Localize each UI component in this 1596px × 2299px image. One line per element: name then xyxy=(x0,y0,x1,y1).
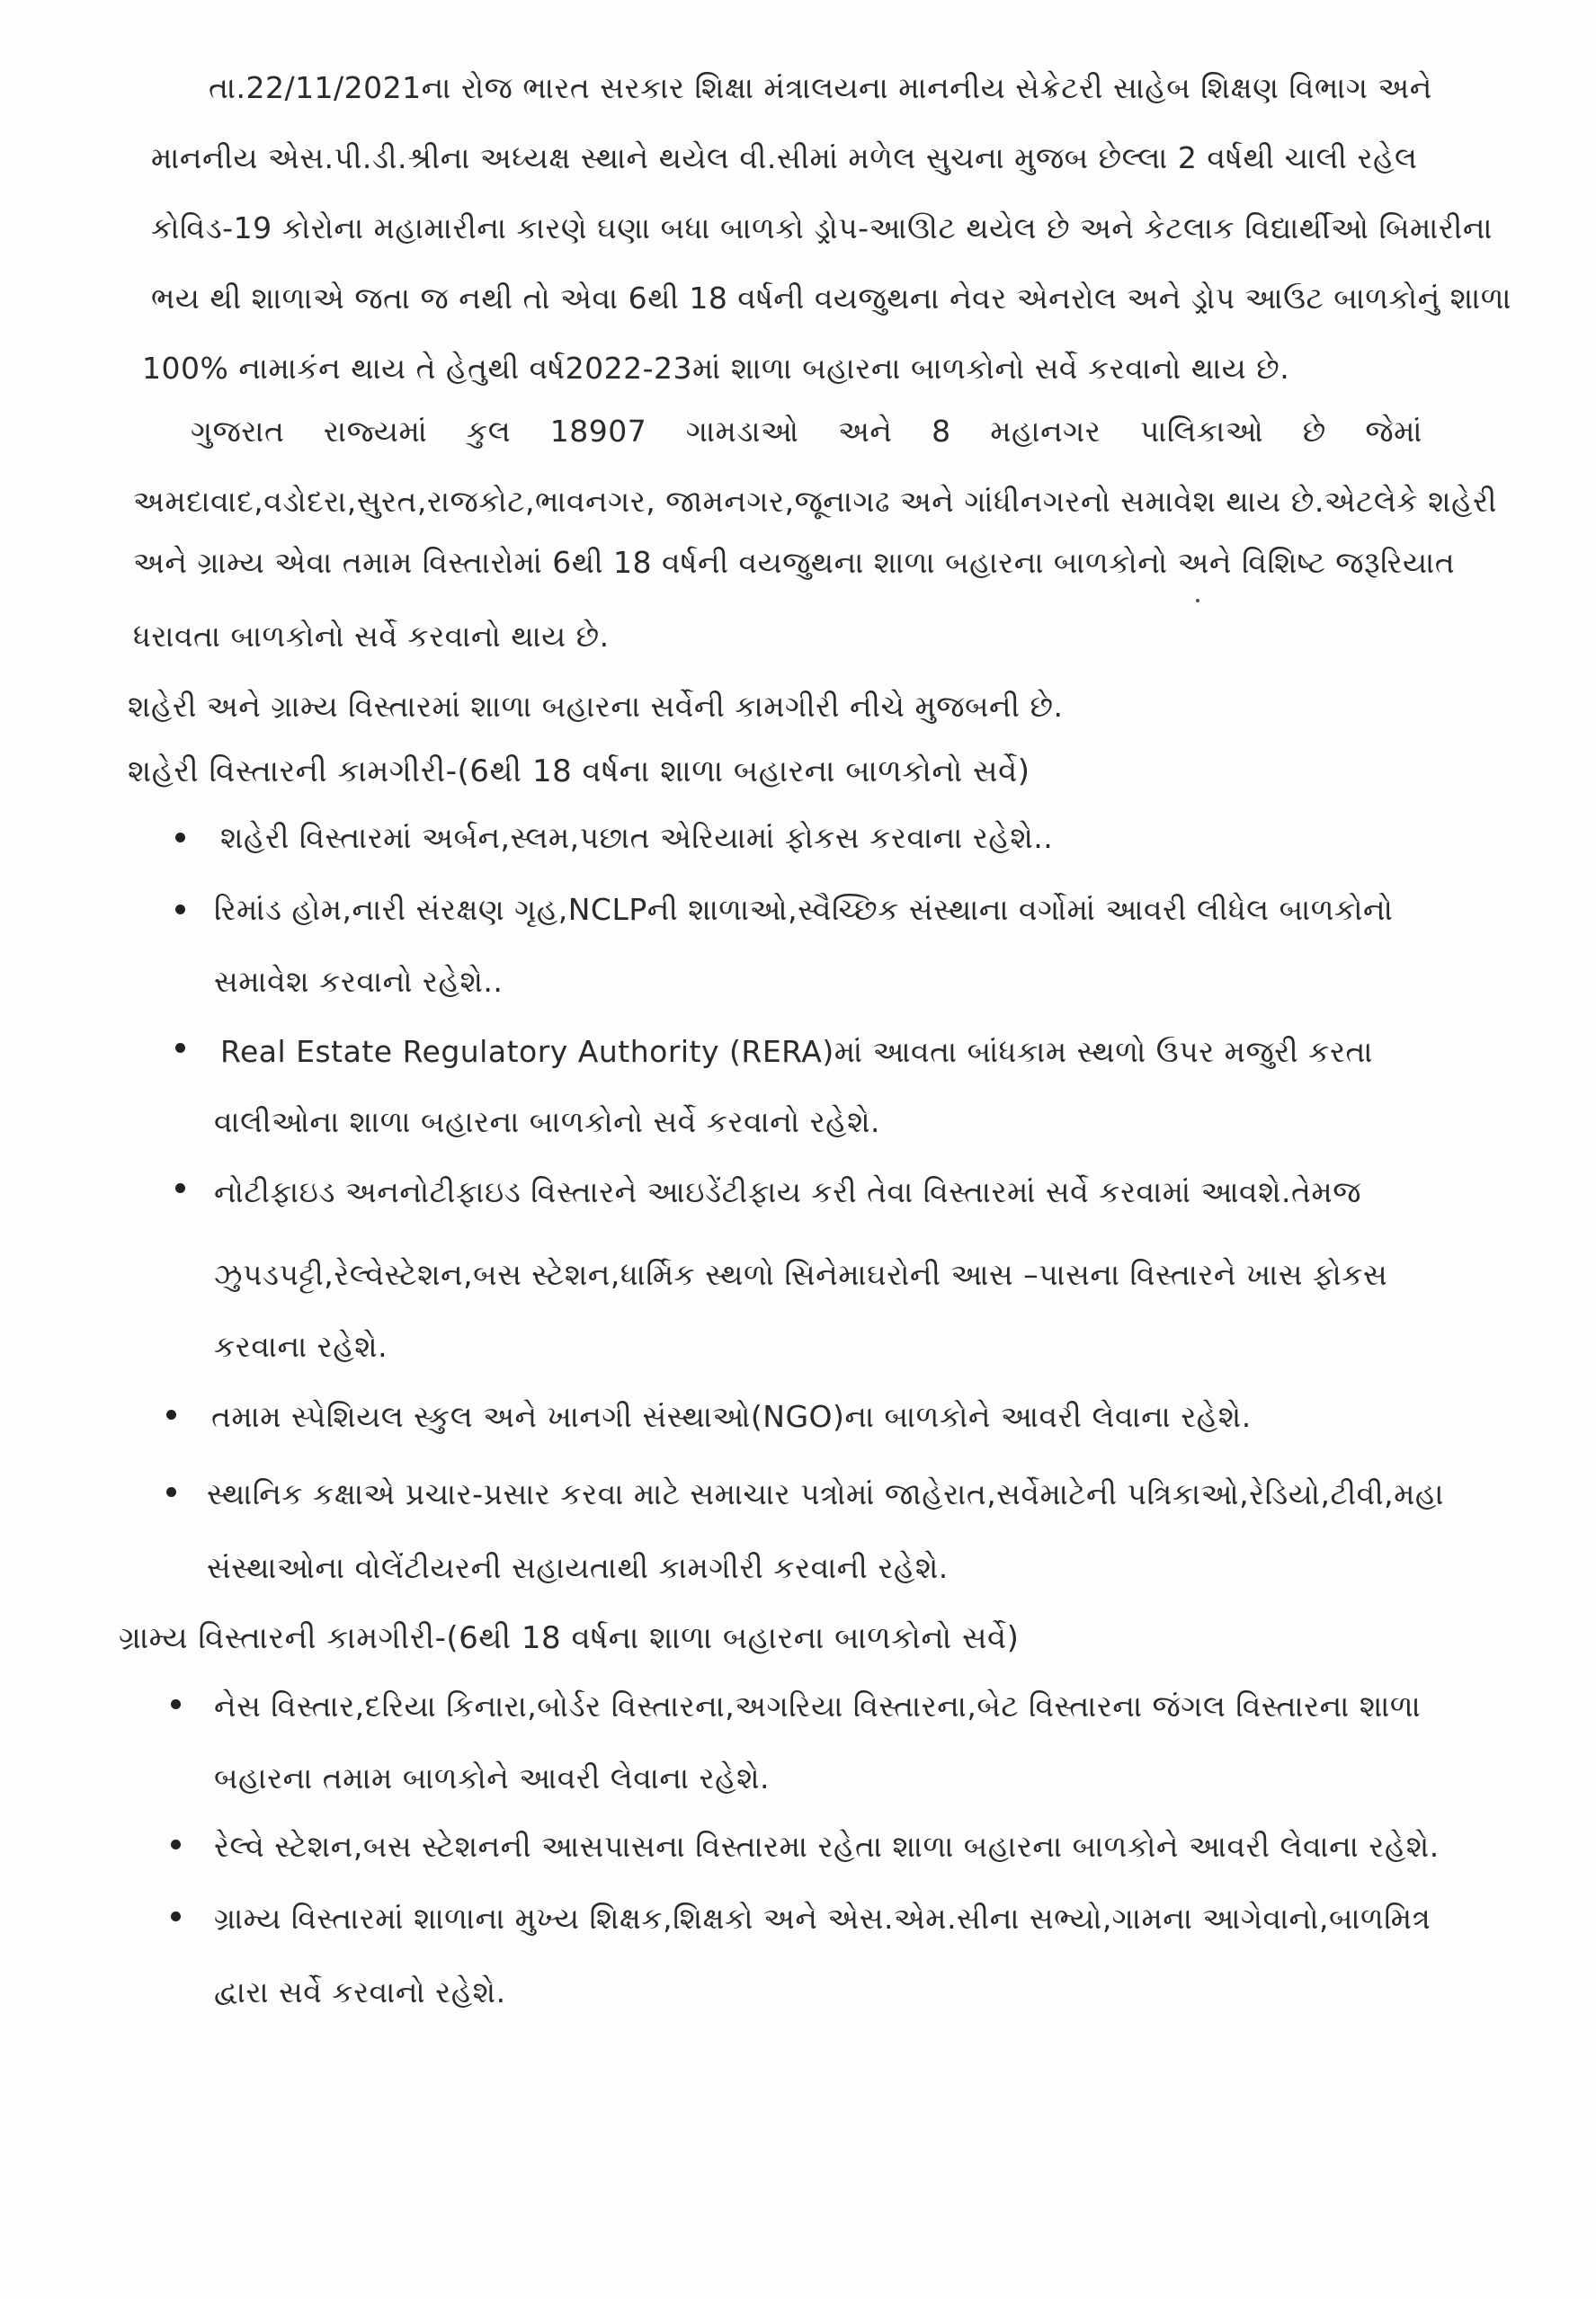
bullet-icon xyxy=(175,833,185,842)
urban-item-5-line-1: તમામ સ્પેશિયલ સ્કુલ અને ખાનગી સંસ્થાઓ(NGO)ના બાળકોને આવરી લેવાના રહેશે. xyxy=(211,1399,1252,1434)
intro-line: શહેરી અને ગ્રામ્ય વિસ્તારમાં શાળા બહારના સર્વેની કામગીરી નીચે મુજબની છે. xyxy=(128,689,1064,724)
urban-item-6-line-2: સંસ્થાઓના વોલેંટીયરની સહાયતાથી કામગીરી કરવાની રહેશે. xyxy=(207,1550,949,1585)
bullet-icon xyxy=(171,1699,181,1709)
bullet-icon xyxy=(175,1043,185,1053)
urban-item-3-line-2: વાલીઓના શાળા બહારના બાળકોનો સર્વે કરવાનો રહેશે. xyxy=(214,1104,881,1139)
bullet-icon xyxy=(175,904,185,914)
rural-item-2-line-1: રેલ્વે સ્ટેશન,બસ સ્ટેશનની આસપાસના વિસ્તારમા રહેતા શાળા બહારના બાળકોને આવરી લેવાના રહેશે. xyxy=(214,1829,1440,1864)
urban-heading: શહેરી વિસ્તારની કામગીરી-(6થી 18 વર્ષના શાળા બહારના બાળકોનો સર્વે) xyxy=(128,753,1030,789)
urban-item-4-line-3: કરવાના રહેશે. xyxy=(214,1329,388,1364)
paragraph-1-line-1: તા.22/11/2021ના રોજ ભારત સરકાર શિક્ષા મંત્રાલયના માનનીય સેક્રેટરી સાહેબ શિક્ષણ વિભાગ અને xyxy=(209,70,1432,105)
bullet-icon xyxy=(166,1487,176,1497)
paragraph-2-line-2: અમદાવાદ,વડોદરા,સુરત,રાજકોટ,ભાવનગર, જામનગર,જૂનાગઢ અને ગાંધીનગરનો સમાવેશ થાય છે.એટલેકે શહેરી xyxy=(133,484,1497,519)
bullet-icon xyxy=(166,1410,176,1420)
paragraph-2-line-1: ગુજરાત રાજ્યમાં કુલ 18907 ગામડાઓ અને 8 મહાનગર પાલિકાઓ છે જેમાં xyxy=(191,414,1422,449)
paragraph-1-line-3: કોવિડ-19 કોરોના મહામારીના કારણે ઘણા બધા બાળકો ડ્રોપ-આઊટ થયેલ છે અને કેટલાક વિદ્યાર્થીઓ બિમારીના xyxy=(151,210,1493,245)
paragraph-1-line-2: માનનીય એસ.પી.ડી.શ્રીના અધ્યક્ષ સ્થાને થયેલ વી.સીમાં મળેલ સુચના મુજબ છેલ્લા 2 વર્ષથી ચાલી રહેલ xyxy=(151,140,1418,175)
urban-item-2-line-2: સમાવેશ કરવાનો રહેશે.. xyxy=(214,964,504,999)
paragraph-2-line-3: અને ગ્રામ્ય એવા તમામ વિસ્તારોમાં 6થી 18 વર્ષની વયજુથના શાળા બહારના બાળકોનો અને વિશિષ્ટ જરૂરિયાત xyxy=(133,545,1456,580)
rural-item-1-line-1: નેસ વિસ્તાર,દરિયા કિનારા,બોર્ડર વિસ્તારના,અગરિયા વિસ્તારના,બેટ વિસ્તારના જંગલ વિસ્તારના શાળા xyxy=(214,1689,1422,1724)
urban-item-4-line-1: નોટીફાઇડ અનનોટીફાઇડ વિસ્તારને આઇડેંટીફાય કરી તેવા વિસ્તારમાં સર્વે કરવામાં આવશે.તેમજ xyxy=(214,1174,1361,1209)
scan-speck xyxy=(1196,599,1199,602)
urban-item-3-line-1: Real Estate Regulatory Authority (RERA)માં આવતા બાંધકામ સ્થળો ઉપર મજુરી કરતા xyxy=(220,1034,1373,1069)
urban-item-2-line-1: રિમાંડ હોમ,નારી સંરક્ષણ ગૃહ,NCLPની શાળાઓ,સ્વૈચ્છિક સંસ્થાના વર્ગોમાં આવરી લીધેલ બાળકોનો xyxy=(214,892,1394,927)
rural-heading: ગ્રામ્ય વિસ્તારની કામગીરી-(6થી 18 વર્ષના શાળા બહારના બાળકોનો સર્વે) xyxy=(119,1620,1020,1656)
bullet-icon xyxy=(171,1911,181,1921)
paragraph-2-line-4: ધરાવતા બાળકોનો સર્વે કરવાનો થાય છે. xyxy=(133,619,610,654)
paragraph-1-line-4: ભય થી શાળાએ જતા જ નથી તો એવા 6થી 18 વર્ષની વયજુથના નેવર એનરોલ અને ડ્રોપ આઉટ બાળકોનું શાળા xyxy=(151,281,1512,316)
rural-item-3-line-1: ગ્રામ્ય વિસ્તારમાં શાળાના મુખ્ય શિક્ષક,શિક્ષકો અને એસ.એમ.સીના સભ્યો,ગામના આગેવાનો,બાળમિત્ર xyxy=(214,1901,1431,1936)
rural-item-3-line-2: દ્વારા સર્વે કરવાનો રહેશે. xyxy=(214,1974,506,2009)
bullet-icon xyxy=(171,1840,181,1849)
paragraph-1-line-5: 100% નામાકંન થાય તે હેતુથી વર્ષ2022-23માં શાળા બહારના બાળકોનો સર્વે કરવાનો થાય છે. xyxy=(142,351,1290,386)
urban-item-4-line-2: ઝુપડપટ્ટી,રેલ્વેસ્ટેશન,બસ સ્ટેશન,ધાર્મિક સ્થળો સિનેમાઘરોની આસ –પાસના વિસ્તારને ખાસ ફોકસ xyxy=(214,1257,1388,1292)
rural-item-1-line-2: બહારના તમામ બાળકોને આવરી લેવાના રહેશે. xyxy=(214,1760,770,1796)
urban-item-1-line-1: શહેરી વિસ્તારમાં અર્બન,સ્લમ,પછાત એરિયામાં ફોકસ કરવાના રહેશે.. xyxy=(220,820,1054,855)
bullet-icon xyxy=(175,1183,185,1193)
urban-item-6-line-1: સ્થાનિક કક્ષાએ પ્રચાર-પ્રસાર કરવા માટે સમાચાર પત્રોમાં જાહેરાત,સર્વેમાટેની પત્રિકાઓ,રેડિયો,ટીવી,મહા xyxy=(207,1476,1444,1511)
